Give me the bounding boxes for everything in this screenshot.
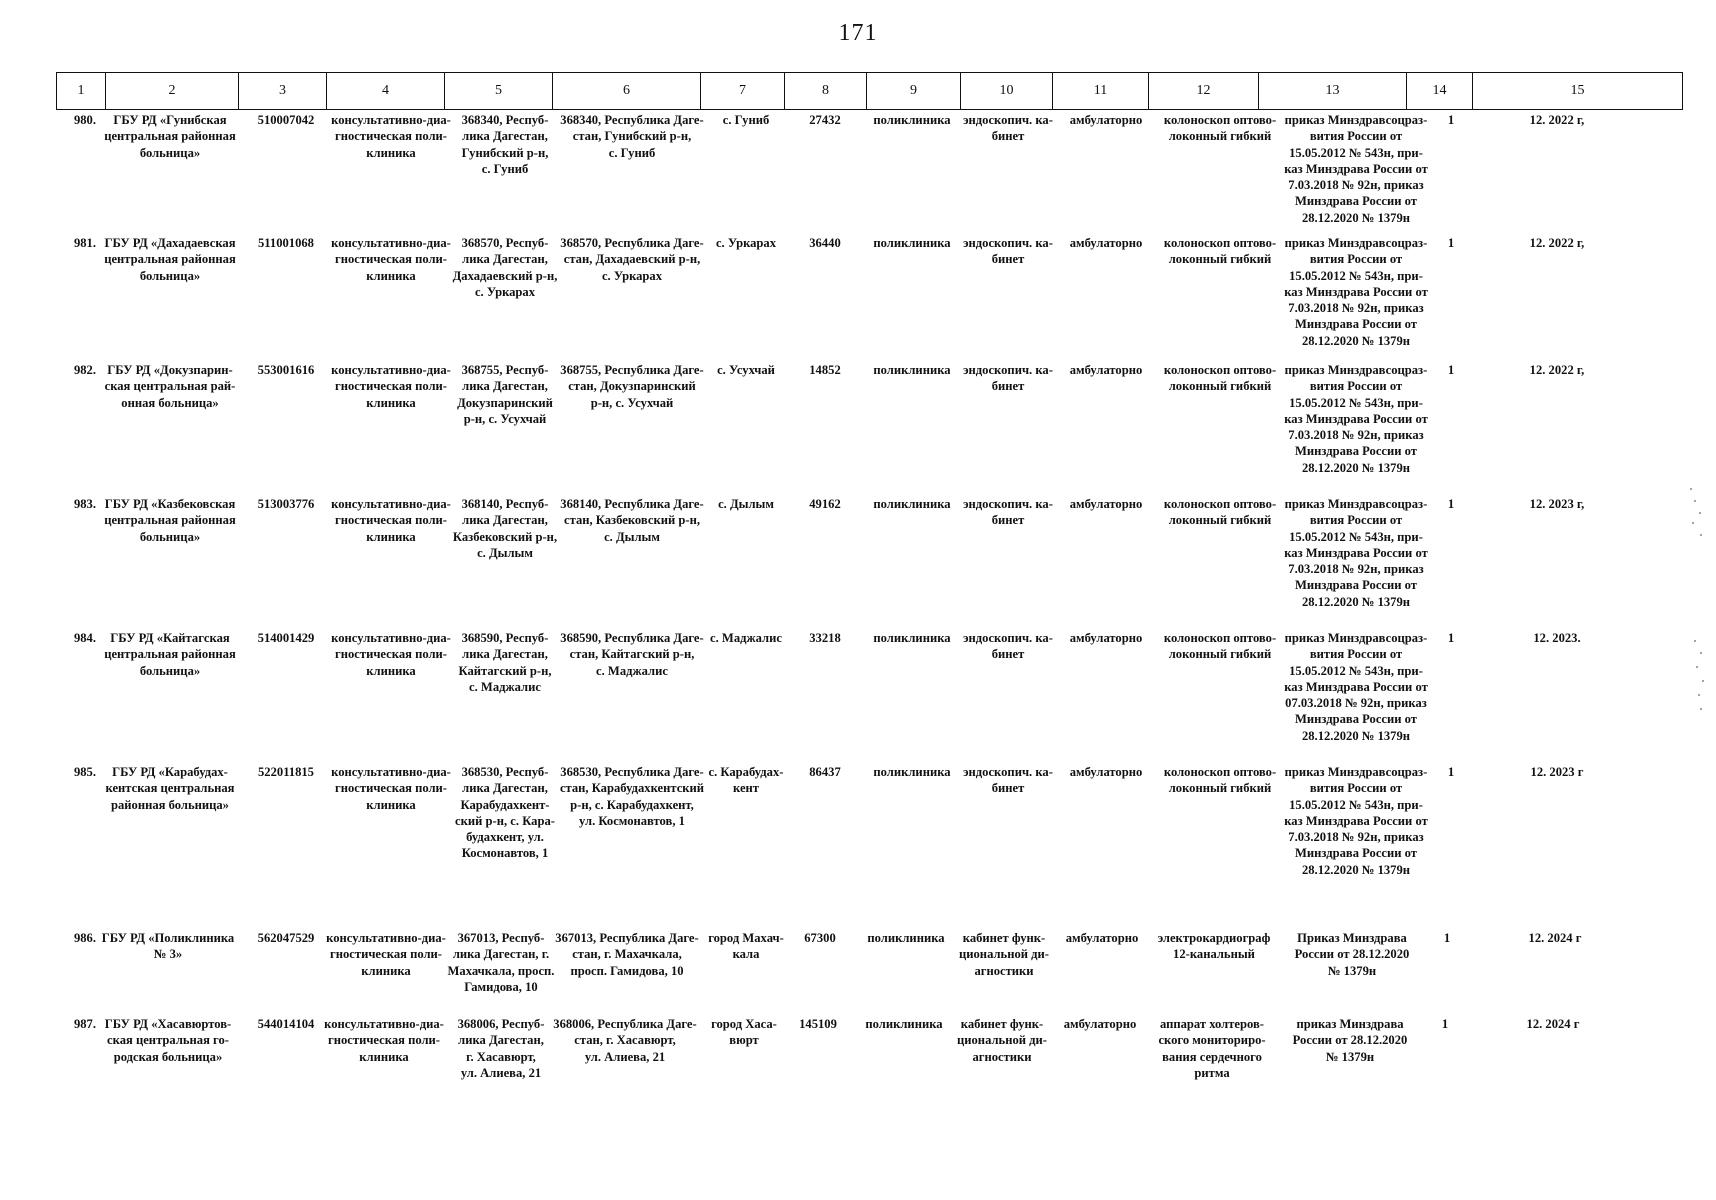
quantity: 1 xyxy=(1447,363,1455,377)
quantity: 1 xyxy=(1443,931,1451,945)
care-mode: амбулаторно xyxy=(1069,497,1143,511)
regulation: приказ Минздравсоцраз- вития России от 15.05.2012 № 543н, при- каз Минздрава России от 7.03.2018 № 92н, приказ Минздрава России от 28.12.2020 № 1379н xyxy=(1284,236,1428,348)
equipment: колоноскоп оптово- локонный гибкий xyxy=(1163,236,1277,267)
unit: поликлиника xyxy=(865,1017,943,1031)
locality: с. Уркарах xyxy=(715,236,777,250)
column-header: 2 xyxy=(106,73,239,110)
organization-name: ГБУ РД «Дахадаевская центральная районная больница» xyxy=(104,236,236,283)
actual-address: 368530, Республика Даге- стан, Карабудахкентский р-н, с. Карабудахкент, ул. Космонавтов, 1 xyxy=(559,765,705,828)
care-mode: амбулаторно xyxy=(1069,113,1143,127)
column-header: 15 xyxy=(1473,73,1683,110)
scan-speck xyxy=(1696,666,1698,668)
actual-address: 367013, Республика Даге- стан, г. Махачкала, просп. Гамидова, 10 xyxy=(555,931,699,978)
row-number: 981. xyxy=(73,236,96,250)
actual-address: 368006, Республика Даге- стан, г. Хасавюрт, ул. Алиева, 21 xyxy=(553,1017,697,1064)
quantity: 1 xyxy=(1447,113,1455,127)
facility-type: консультативно-диа- гностическая поли- клиника xyxy=(331,631,451,678)
row-number: 984. xyxy=(73,631,96,645)
population: 27432 xyxy=(809,113,841,127)
facility-type: консультативно-диа- гностическая поли- клиника xyxy=(331,236,451,283)
scan-speck xyxy=(1692,522,1694,524)
inn: 562047529 xyxy=(257,931,315,945)
care-mode: амбулаторно xyxy=(1069,236,1143,250)
population: 33218 xyxy=(809,631,841,645)
inn: 510007042 xyxy=(257,113,315,127)
date: 12. 2022 г, xyxy=(1529,363,1585,377)
room: эндоскопич. ка- бинет xyxy=(963,765,1053,796)
scan-speck xyxy=(1699,512,1701,514)
room: кабинет функ- циональной ди- агностики xyxy=(959,931,1049,978)
date: 12. 2022 г, xyxy=(1529,113,1585,127)
column-header: 4 xyxy=(327,73,445,110)
row-number: 985. xyxy=(73,765,96,779)
inn: 553001616 xyxy=(257,363,315,377)
equipment: аппарат холтеров- ского мониториро- вания сердечного ритма xyxy=(1158,1017,1266,1080)
organization-name: ГБУ РД «Карабудах- кентская центральная районная больница» xyxy=(105,765,235,812)
row-number: 983. xyxy=(73,497,96,511)
unit: поликлиника xyxy=(873,363,951,377)
column-header: 6 xyxy=(553,73,701,110)
quantity: 1 xyxy=(1447,765,1455,779)
date: 12. 2023 г, xyxy=(1529,497,1585,511)
scan-speck xyxy=(1702,680,1704,682)
room: эндоскопич. ка- бинет xyxy=(963,113,1053,144)
column-header: 8 xyxy=(785,73,867,110)
legal-address: 368530, Респуб- лика Дагестан, Карабудахкент- ский р-н, с. Кара- будахкент, ул. Космонавтов, 1 xyxy=(455,765,555,861)
regulation: приказ Минздрава России от 28.12.2020 № 1379н xyxy=(1292,1017,1408,1064)
inn: 514001429 xyxy=(257,631,315,645)
unit: поликлиника xyxy=(873,113,951,127)
locality: с. Дылым xyxy=(718,497,774,511)
actual-address: 368590, Республика Даге- стан, Кайтагский р-н, с. Маджалис xyxy=(560,631,704,678)
quantity: 1 xyxy=(1447,631,1455,645)
locality: с. Усухчай xyxy=(717,363,775,377)
page-number: 171 xyxy=(838,20,878,46)
facility-type: консультативно-диа- гностическая поли- клиника xyxy=(331,113,451,160)
regulation: приказ Минздравсоцраз- вития России от 15.05.2012 № 543н, при- каз Минздрава России от 7.03.2018 № 92н, приказ Минздрава России от 28.12.2020 № 1379н xyxy=(1284,113,1428,225)
room: кабинет функ- циональной ди- агностики xyxy=(957,1017,1047,1064)
population: 49162 xyxy=(809,497,841,511)
care-mode: амбулаторно xyxy=(1069,631,1143,645)
equipment: электрокардиограф 12-канальный xyxy=(1157,931,1271,962)
care-mode: амбулаторно xyxy=(1069,363,1143,377)
scan-speck xyxy=(1694,640,1696,642)
equipment: колоноскоп оптово- локонный гибкий xyxy=(1163,363,1277,394)
column-header: 12 xyxy=(1149,73,1259,110)
unit: поликлиника xyxy=(867,931,945,945)
quantity: 1 xyxy=(1447,497,1455,511)
actual-address: 368140, Республика Даге- стан, Казбековский р-н, с. Дылым xyxy=(560,497,704,544)
scan-speck xyxy=(1700,534,1702,536)
legal-address: 367013, Респуб- лика Дагестан, г. Махачкала, просп. Гамидова, 10 xyxy=(447,931,555,994)
equipment: колоноскоп оптово- локонный гибкий xyxy=(1163,765,1277,796)
regulation: приказ Минздравсоцраз- вития России от 15.05.2012 № 543н, при- каз Минздрава России от 7.03.2018 № 92н, приказ Минздрава России от 28.12.2020 № 1379н xyxy=(1284,497,1428,609)
organization-name: ГБУ РД «Докузпарин- ская центральная рай- онная больница» xyxy=(104,363,236,410)
regulation: приказ Минздравсоцраз- вития России от 15.05.2012 № 543н, при- каз Минздрава России от 07.03.2018 № 92н, приказ Минздрава России от 28.12.2020 № 1379н xyxy=(1284,631,1428,743)
column-header: 10 xyxy=(961,73,1053,110)
scan-speck xyxy=(1698,694,1700,696)
facility-type: консультативно-диа- гностическая поли- клиника xyxy=(326,931,446,978)
legal-address: 368755, Респуб- лика Дагестан, Докузпаринский р-н, с. Усухчай xyxy=(457,363,553,426)
legal-address: 368570, Респуб- лика Дагестан, Дахадаевский р-н, с. Уркарах xyxy=(452,236,558,299)
room: эндоскопич. ка- бинет xyxy=(963,497,1053,528)
column-header: 5 xyxy=(445,73,553,110)
organization-name: ГБУ РД «Кайтагская центральная районная больница» xyxy=(104,631,236,678)
inn: 513003776 xyxy=(257,497,315,511)
locality: город Хаса- вюрт xyxy=(711,1017,777,1048)
date: 12. 2022 г, xyxy=(1529,236,1585,250)
locality: с. Карабудах- кент xyxy=(708,765,784,796)
equipment: колоноскоп оптово- локонный гибкий xyxy=(1163,113,1277,144)
row-number: 986. xyxy=(73,931,96,945)
inn: 544014104 xyxy=(257,1017,315,1031)
column-header: 9 xyxy=(867,73,961,110)
locality: с. Маджалис xyxy=(710,631,782,645)
unit: поликлиника xyxy=(873,497,951,511)
row-number: 982. xyxy=(73,363,96,377)
equipment: колоноскоп оптово- локонный гибкий xyxy=(1163,631,1277,662)
locality: город Махач- кала xyxy=(708,931,784,962)
quantity: 1 xyxy=(1447,236,1455,250)
care-mode: амбулаторно xyxy=(1063,1017,1137,1031)
column-header: 3 xyxy=(239,73,327,110)
actual-address: 368570, Республика Даге- стан, Дахадаевский р-н, с. Уркарах xyxy=(560,236,704,283)
organization-name: ГБУ РД «Гунибская центральная районная больница» xyxy=(104,113,236,160)
population: 86437 xyxy=(809,765,841,779)
column-header: 13 xyxy=(1259,73,1407,110)
facility-type: консультативно-диа- гностическая поли- клиника xyxy=(324,1017,444,1064)
population: 145109 xyxy=(799,1017,837,1031)
population: 67300 xyxy=(804,931,836,945)
date: 12. 2023. xyxy=(1533,631,1581,645)
population: 36440 xyxy=(809,236,841,250)
organization-name: ГБУ РД «Казбековская центральная районная больница» xyxy=(104,497,236,544)
column-header: 14 xyxy=(1407,73,1473,110)
scan-speck xyxy=(1690,488,1692,490)
scan-speck xyxy=(1694,500,1696,502)
facility-type: консультативно-диа- гностическая поли- клиника xyxy=(331,363,451,410)
facility-type: консультативно-диа- гностическая поли- клиника xyxy=(331,497,451,544)
scan-speck xyxy=(1700,652,1702,654)
row-number: 987. xyxy=(73,1017,96,1031)
inn: 522011815 xyxy=(258,765,314,779)
column-header: 7 xyxy=(701,73,785,110)
care-mode: амбулаторно xyxy=(1065,931,1139,945)
unit: поликлиника xyxy=(873,631,951,645)
organization-name: ГБУ РД «Поликлиника № 3» xyxy=(101,931,235,962)
regulation: приказ Минздравсоцраз- вития России от 15.05.2012 № 543н, при- каз Минздрава России от 7.03.2018 № 92н, приказ Минздрава России от 28.12.2020 № 1379н xyxy=(1284,765,1428,877)
facility-type: консультативно-диа- гностическая поли- клиника xyxy=(331,765,451,812)
column-header-row xyxy=(57,73,1683,110)
room: эндоскопич. ка- бинет xyxy=(963,236,1053,267)
actual-address: 368340, Республика Даге- стан, Гунибский р-н, с. Гуниб xyxy=(560,113,704,160)
date: 12. 2023 г xyxy=(1530,765,1584,779)
legal-address: 368340, Респуб- лика Дагестан, Гунибский р-н, с. Гуниб xyxy=(461,113,549,176)
quantity: 1 xyxy=(1441,1017,1449,1031)
room: эндоскопич. ка- бинет xyxy=(963,631,1053,662)
column-header: 11 xyxy=(1053,73,1149,110)
regulation: Приказ Минздрава России от 28.12.2020 № 1379н xyxy=(1294,931,1410,978)
legal-address: 368006, Респуб- лика Дагестан, г. Хасавюрт, ул. Алиева, 21 xyxy=(457,1017,545,1080)
actual-address: 368755, Республика Даге- стан, Докузпаринский р-н, с. Усухчай xyxy=(560,363,704,410)
equipment: колоноскоп оптово- локонный гибкий xyxy=(1163,497,1277,528)
row-number: 980. xyxy=(73,113,96,127)
population: 14852 xyxy=(809,363,841,377)
column-header-table xyxy=(56,72,1683,110)
column-header: 1 xyxy=(57,73,106,110)
legal-address: 368140, Респуб- лика Дагестан, Казбековский р-н, с. Дылым xyxy=(452,497,558,560)
unit: поликлиника xyxy=(873,236,951,250)
locality: с. Гуниб xyxy=(722,113,770,127)
care-mode: амбулаторно xyxy=(1069,765,1143,779)
inn: 511001068 xyxy=(258,236,314,250)
date: 12. 2024 г xyxy=(1528,931,1582,945)
legal-address: 368590, Респуб- лика Дагестан, Кайтагский р-н, с. Маджалис xyxy=(458,631,552,694)
unit: поликлиника xyxy=(873,765,951,779)
scan-speck xyxy=(1700,708,1702,710)
date: 12. 2024 г xyxy=(1526,1017,1580,1031)
room: эндоскопич. ка- бинет xyxy=(963,363,1053,394)
regulation: приказ Минздравсоцраз- вития России от 15.05.2012 № 543н, при- каз Минздрава России от 7.03.2018 № 92н, приказ Минздрава России от 28.12.2020 № 1379н xyxy=(1284,363,1428,475)
organization-name: ГБУ РД «Хасавюртов- ская центральная го- родская больница» xyxy=(104,1017,232,1064)
